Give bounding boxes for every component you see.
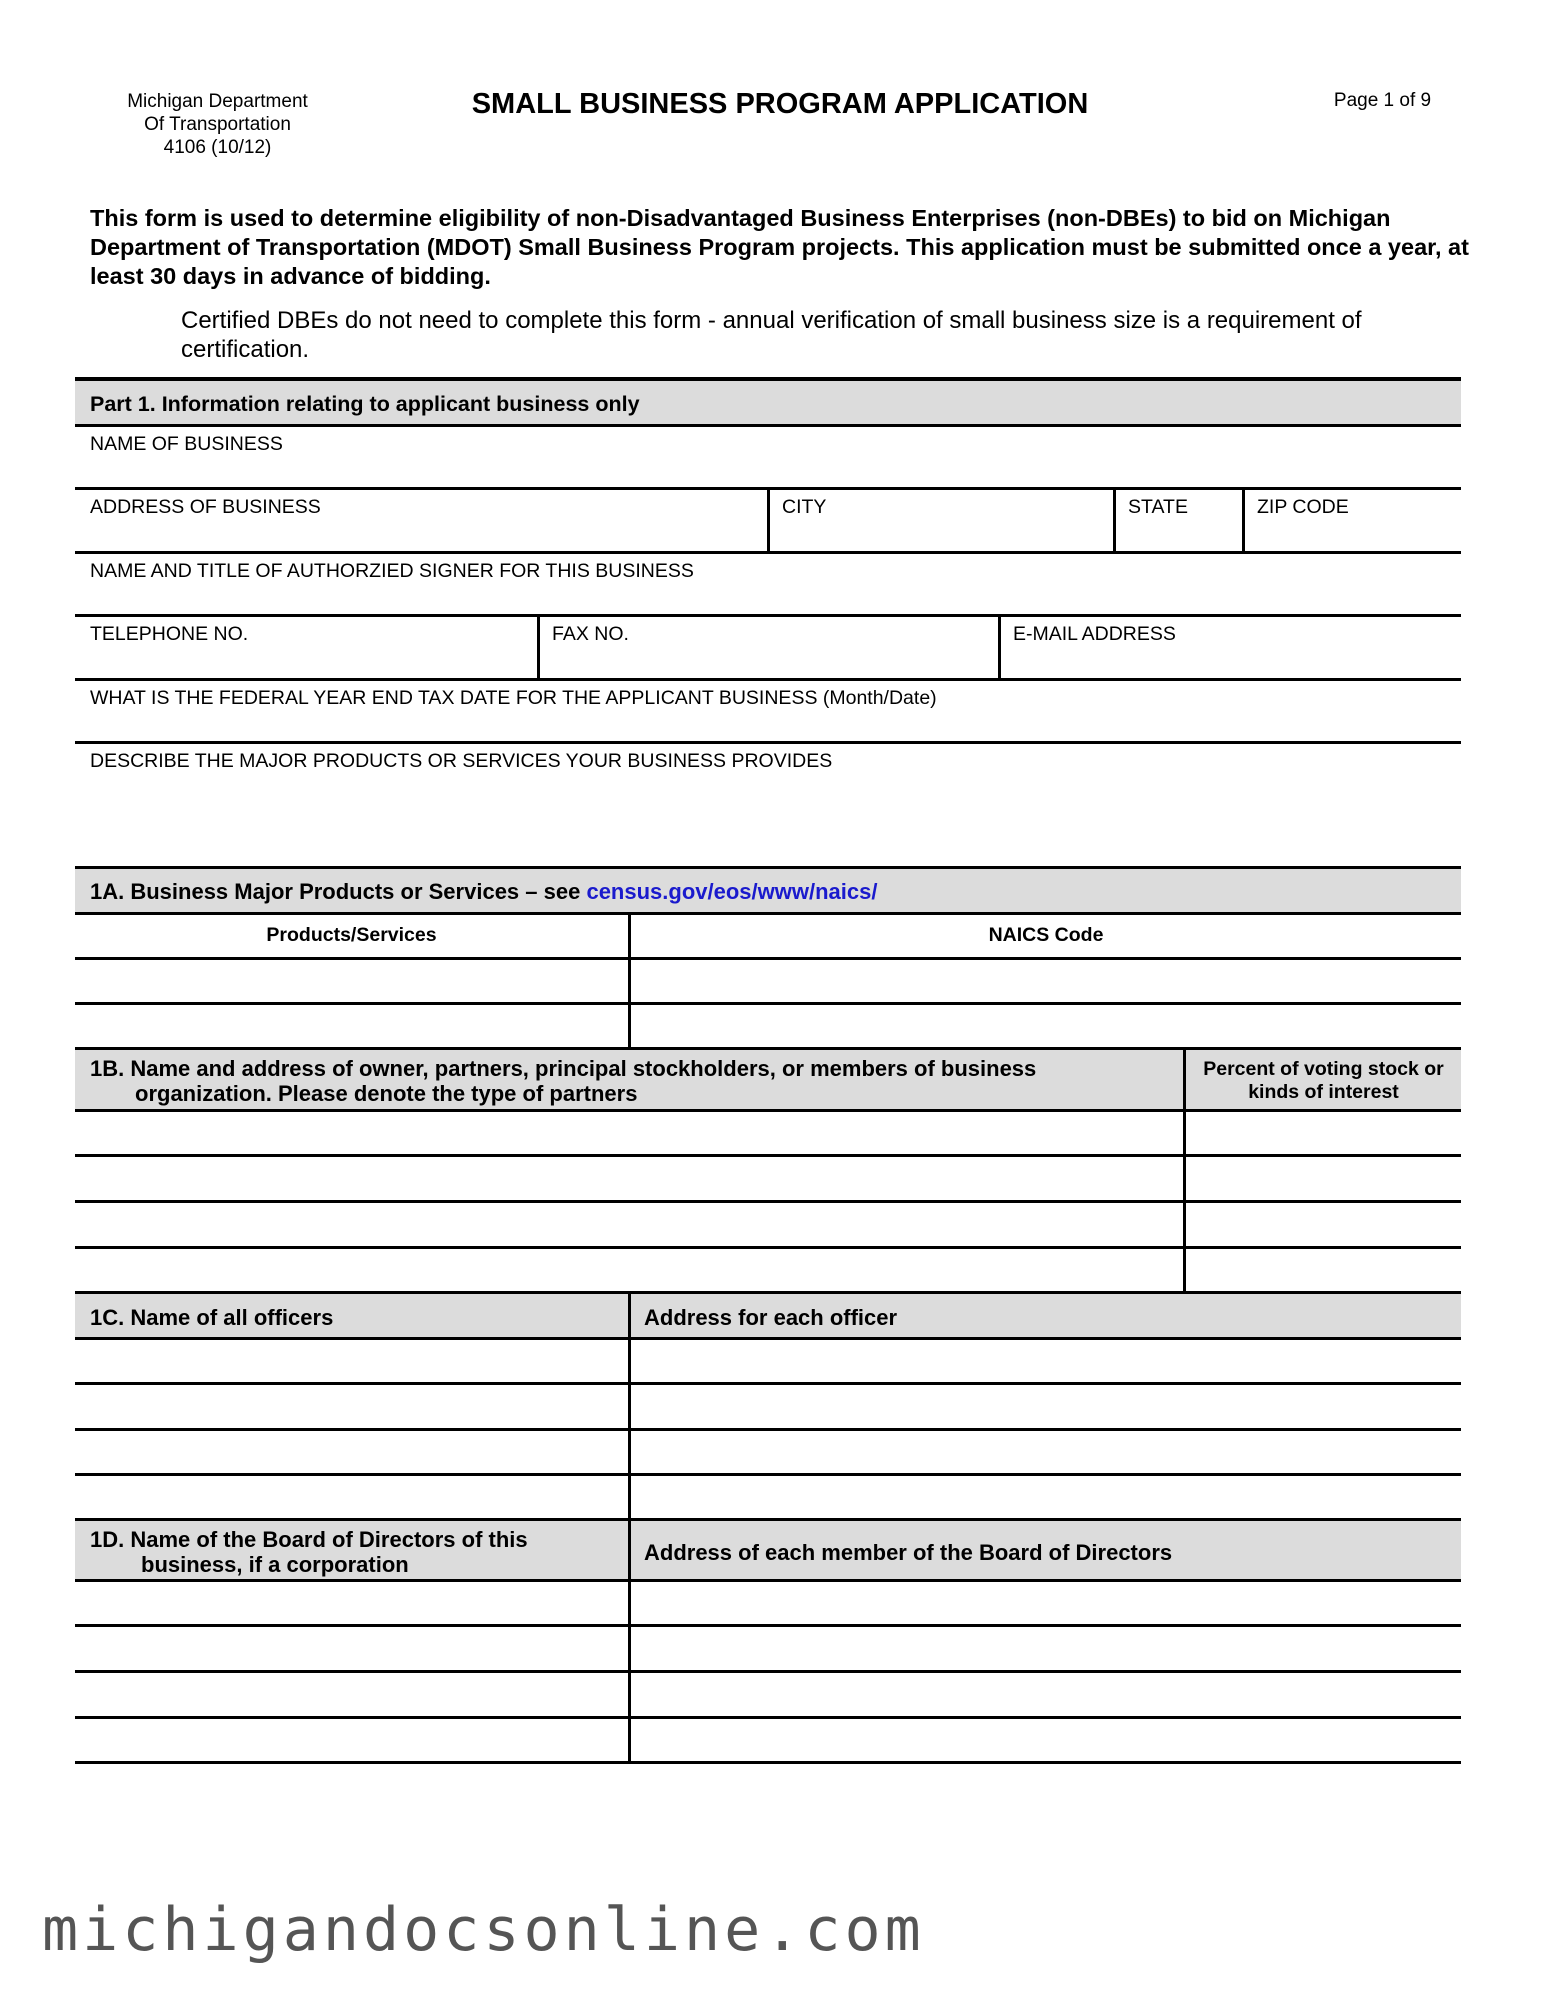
officer-address-cell[interactable] bbox=[631, 1340, 1461, 1382]
director-address-cell[interactable] bbox=[631, 1719, 1461, 1761]
owner-name-address-cell[interactable] bbox=[75, 1249, 1182, 1291]
signer-field[interactable] bbox=[75, 554, 1461, 614]
officer-name-cell[interactable] bbox=[75, 1340, 628, 1382]
voting-stock-header-line1: Percent of voting stock or bbox=[1203, 1058, 1444, 1080]
products-description-label: DESCRIBE THE MAJOR PRODUCTS OR SERVICES YOUR BUSINESS PROVIDES bbox=[90, 750, 833, 772]
section-1a-heading-text: 1A. Business Major Products or Services – see bbox=[90, 879, 587, 904]
voting-stock-cell[interactable] bbox=[1186, 1249, 1461, 1291]
owner-name-address-cell[interactable] bbox=[75, 1157, 1182, 1199]
products-description-field[interactable] bbox=[75, 744, 1461, 864]
products-services-column-header: Products/Services bbox=[266, 924, 437, 946]
city-label: CITY bbox=[782, 496, 827, 518]
agency-block bbox=[95, 90, 340, 159]
officer-address-cell[interactable] bbox=[631, 1385, 1461, 1427]
naics-link[interactable]: census.gov/eos/www/naics/ bbox=[586, 879, 878, 904]
officer-address-cell[interactable] bbox=[631, 1476, 1461, 1518]
page-number: Page 1 of 9 bbox=[1333, 90, 1432, 111]
naics-code-cell[interactable] bbox=[631, 960, 1461, 1002]
agency-name-line2: Of Transportation bbox=[144, 114, 291, 135]
part1-heading: Part 1. Information relating to applicant business only bbox=[90, 392, 640, 416]
voting-stock-cell[interactable] bbox=[1186, 1203, 1461, 1245]
section-1b-heading bbox=[90, 1056, 1036, 1106]
signer-label: NAME AND TITLE OF AUTHORZIED SIGNER FOR THIS BUSINESS bbox=[90, 560, 694, 582]
watermark: michigandocsonline.com bbox=[42, 1895, 925, 1965]
director-name-cell[interactable] bbox=[75, 1719, 628, 1761]
agency-name-line1: Michigan Department bbox=[127, 91, 308, 112]
products-services-cell[interactable] bbox=[75, 1005, 628, 1047]
directors-name-header-line2: business, if a corporation bbox=[141, 1552, 409, 1577]
section-1b-heading-line1: 1B. Name and address of owner, partners, principal stockholders, or members of business bbox=[90, 1056, 1037, 1081]
telephone-label: TELEPHONE NO. bbox=[90, 623, 249, 645]
section-1a-heading bbox=[90, 879, 877, 905]
directors-name-header-line1: 1D. Name of the Board of Directors of this bbox=[90, 1527, 528, 1552]
tax-date-label: WHAT IS THE FEDERAL YEAR END TAX DATE FOR THE APPLICANT BUSINESS (Month/Date) bbox=[90, 687, 937, 709]
business-name-label: NAME OF BUSINESS bbox=[90, 433, 283, 455]
zip-label: ZIP CODE bbox=[1257, 496, 1349, 518]
state-field[interactable] bbox=[1116, 490, 1242, 550]
email-label: E-MAIL ADDRESS bbox=[1013, 623, 1176, 645]
voting-stock-column-header bbox=[1186, 1058, 1461, 1104]
dbe-note: Certified DBEs do not need to complete this form - annual verification of small business size is a requirement of certification. bbox=[181, 307, 1362, 363]
telephone-field[interactable] bbox=[75, 617, 537, 677]
tax-date-field[interactable] bbox=[75, 681, 1461, 741]
form-title: SMALL BUSINESS PROGRAM APPLICATION bbox=[471, 88, 1089, 120]
director-name-cell[interactable] bbox=[75, 1673, 628, 1715]
officers-address-column-header: Address for each officer bbox=[644, 1305, 898, 1330]
voting-stock-cell[interactable] bbox=[1186, 1157, 1461, 1199]
address-label: ADDRESS OF BUSINESS bbox=[90, 496, 321, 518]
officer-name-cell[interactable] bbox=[75, 1476, 628, 1518]
director-address-cell[interactable] bbox=[631, 1627, 1461, 1669]
director-name-cell[interactable] bbox=[75, 1627, 628, 1669]
officer-address-cell[interactable] bbox=[631, 1431, 1461, 1473]
voting-stock-header-line2: kinds of interest bbox=[1248, 1081, 1399, 1103]
officer-name-cell[interactable] bbox=[75, 1385, 628, 1427]
directors-name-column-header bbox=[90, 1527, 528, 1577]
email-field[interactable] bbox=[1001, 617, 1461, 677]
form-number: 4106 (10/12) bbox=[163, 137, 272, 158]
director-name-cell[interactable] bbox=[75, 1582, 628, 1624]
director-address-cell[interactable] bbox=[631, 1582, 1461, 1624]
officer-name-cell[interactable] bbox=[75, 1431, 628, 1473]
directors-address-column-header: Address of each member of the Board of Directors bbox=[644, 1540, 1173, 1565]
director-address-cell[interactable] bbox=[631, 1673, 1461, 1715]
owner-name-address-cell[interactable] bbox=[75, 1203, 1182, 1245]
officers-name-column-header: 1C. Name of all officers bbox=[90, 1305, 334, 1330]
naics-code-cell[interactable] bbox=[631, 1005, 1461, 1047]
products-services-cell[interactable] bbox=[75, 960, 628, 1002]
section-1b-heading-line2: organization. Please denote the type of partners bbox=[135, 1081, 638, 1106]
zip-field[interactable] bbox=[1245, 490, 1461, 550]
naics-code-column-header: NAICS Code bbox=[988, 924, 1104, 946]
business-name-field[interactable] bbox=[75, 427, 1461, 487]
state-label: STATE bbox=[1128, 496, 1188, 518]
voting-stock-cell[interactable] bbox=[1186, 1112, 1461, 1154]
fax-label: FAX NO. bbox=[552, 623, 629, 645]
city-field[interactable] bbox=[770, 490, 1112, 550]
address-field[interactable] bbox=[75, 490, 767, 550]
owner-name-address-cell[interactable] bbox=[75, 1112, 1182, 1154]
intro-statement: This form is used to determine eligibility of non-Disadvantaged Business Enterprises (non-DBEs) to bid on Michigan Department of Transportation (MDOT) Small Business Program projects. This application must be submitted once a year, at least 30 days in advance of bidding. bbox=[90, 205, 1469, 289]
fax-field[interactable] bbox=[540, 617, 998, 677]
